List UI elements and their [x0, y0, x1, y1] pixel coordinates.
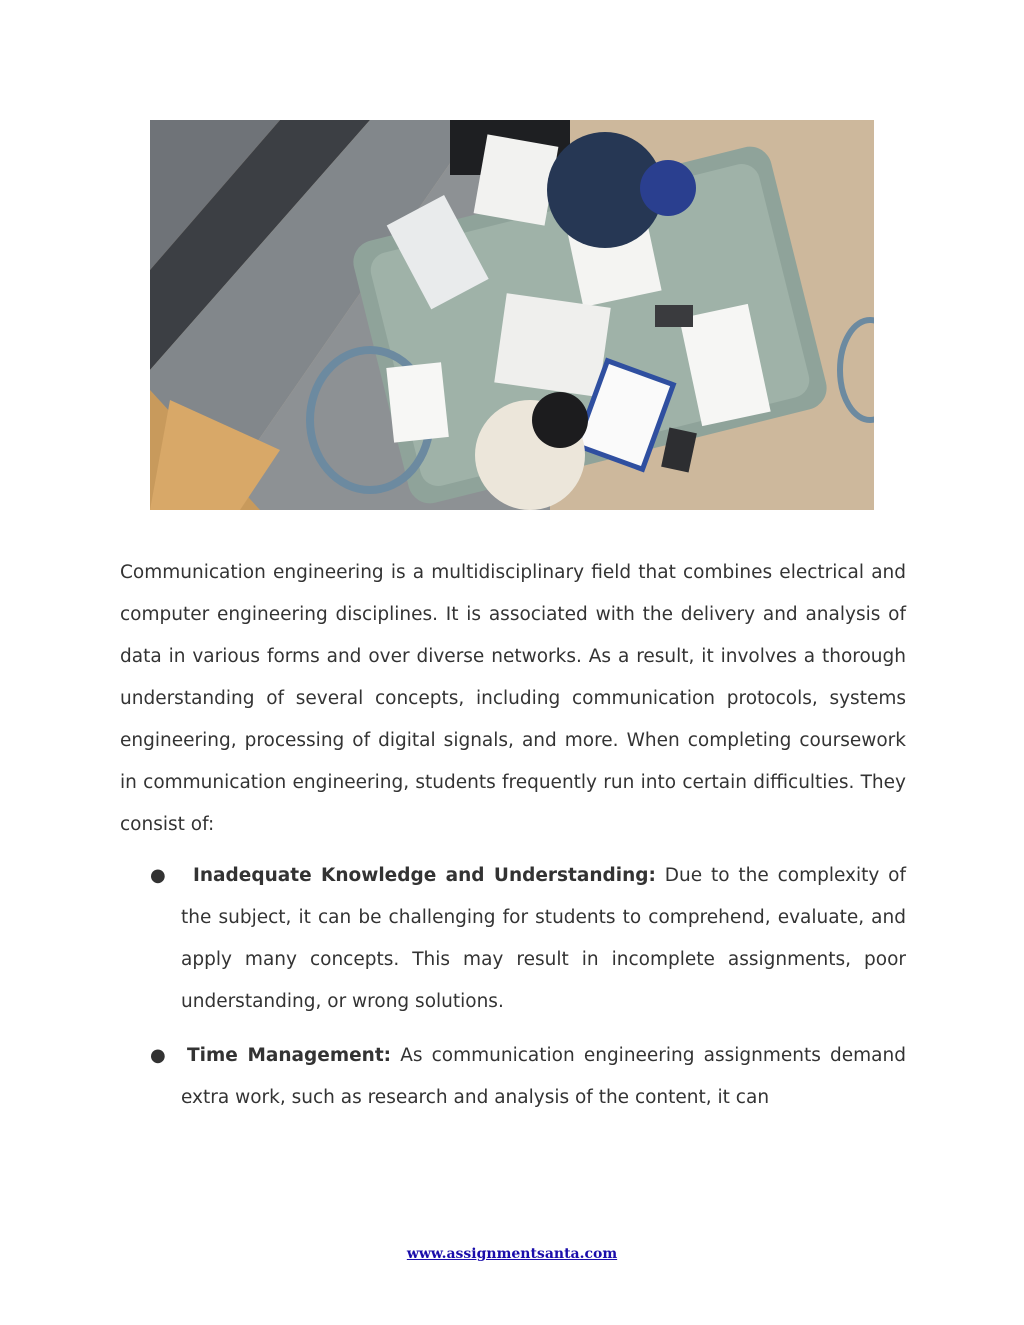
list-item: [120, 1035, 906, 1119]
bullet-icon: ●: [150, 1045, 166, 1066]
bullet-term: Time Management:: [187, 1045, 392, 1066]
intro-paragraph: Communication engineering is a multidisciplinary field that combines electrical and computer engineering disciplines. It is associated with the delivery and analysis of data in various forms and over diverse networks. As a result, it involves a thorough understanding of several concepts, including communication protocols, systems engineering, processing of digital signals, and more. When completing coursework in communication engineering, students frequently run into certain difficulties. They consist of:: [120, 562, 906, 835]
bullet-text: Due to the complexity of the subject, it can be challenging for students to comprehend, evaluate, and apply many concepts. This may result in incomplete assignments, poor understanding, or wrong solutions.: [181, 865, 906, 1012]
students-studying-photo-icon: [150, 120, 874, 510]
study-table-photo: [150, 120, 874, 510]
bullet-icon: ●: [150, 865, 166, 886]
challenges-list: [120, 855, 906, 1119]
bullet-text: As communication engineering assignments demand extra work, such as research and analysis of the content, it can: [181, 1045, 906, 1108]
bullet-term: Inadequate Knowledge and Understanding:: [193, 865, 656, 886]
list-item: [120, 855, 906, 1023]
footer-link[interactable]: www.assignmentsanta.com: [406, 1246, 618, 1262]
